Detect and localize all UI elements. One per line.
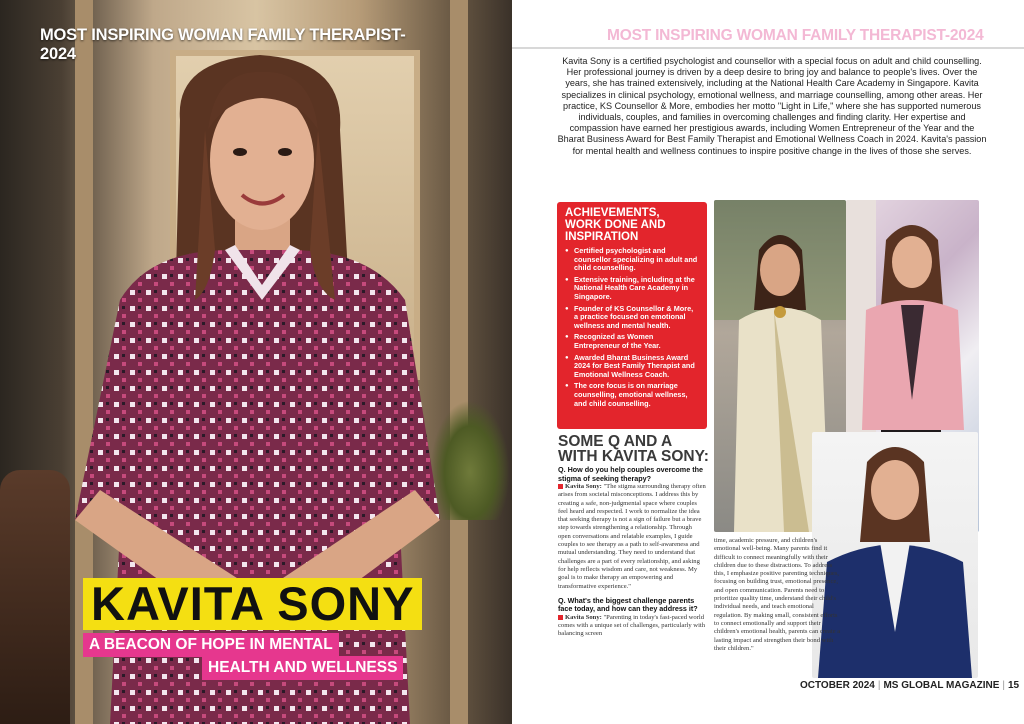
list-item: ● Recognized as Women Entrepreneur of the Year. [565,333,699,350]
divider [512,47,1024,49]
cover-name: KAVITA SONY [83,578,422,630]
answer-1 [558,483,706,591]
page-number: 15 [1008,680,1020,691]
qa-heading-line1: SOME Q AND A [558,433,673,450]
list-item: ● Awarded Bharat Business Award 2024 for Best Family Therapist and Emotional Wellness Coach. [565,354,699,380]
answer-2 [558,614,706,639]
list-item: ● The core focus is on marriage counselling, emotional wellness, and child counselling. [565,382,699,408]
achievements-box [557,202,707,429]
speaker-label: Kavita Sony: [565,613,602,621]
tagline-line2: HEALTH AND WELLNESS [202,656,403,680]
answer-1-text: "The stigma surrounding therapy often arises from societal misconceptions. I address this by creating a safe, non-judgmental space where couples feel heard and respected. I work to normalize the idea that seeking therapy is not a sign of failure but a brave step towards strengthening a relationship. Through open conversations and relatable examples, I guide couples to see therapy as a path to self-awareness and mutual understanding. They need to understand that challenges are a part of every relationship, and asking for help reflects wisdom and care, not weakness. My goal is to make therapy an empowering and transformative experience." [558,483,706,590]
answer-2-continued: time, academic pressure, and children's emotional well-being. Many parents find it difficult to connect meaningfully with their children due to these distractions. To address this, I emphasize positive parenting techniques, focusing on building trust, emotional presence, and open communication. Parents need to prioritize quality time, understand their child's individual needs, and teach emotional regulation. By making small, consistent efforts to connect emotionally and support their children's emotional health, parents can create a lasting impact and strengthen their bond with their children." [714,537,841,652]
qa-heading-line2: WITH KAVITA SONY: [558,448,709,465]
tagline-line1: A BEACON OF HOPE IN MENTAL [83,633,339,657]
right-banner: MOST INSPIRING WOMAN FAMILY THERAPIST-2024 [607,27,984,44]
intro-paragraph: Kavita Sony is a certified psychologist and counsellor with a special focus on adult and child counselling. Her professional journey is driven by a deep desire to bring joy and balance to people's lives. Over the years, she has trained extensively, including at the National Health Care Academy in Singapore. Kavita specializes in clinical psychology, emotional wellness, and marriage counselling, among other areas. Her practice, KS Counsellor & More, embodies her motto "Light in Life," where she has supported numerous individuals, couples, and families in overcoming challenges and finding clarity. Her expertise and compassion have earned her prestigious awards, including Women Entrepreneur of the Year and the Bharat Business Award for Best Family Therapist and Emotional Wellness Coach in 2024. Kavita's passion for mental health and wellness continues to inspire positive change in the lives of those she serves. [557,56,987,156]
footer-month: OCTOBER 2024 [800,680,875,691]
footer-magazine: MS GLOBAL MAGAZINE [883,680,1000,691]
page-footer: OCTOBER 2024 | MS GLOBAL MAGAZINE | 15 [800,680,1020,691]
list-item: ● Founder of KS Counsellor & More, a practice focused on emotional wellness and mental health. [565,305,699,331]
square-bullet-icon [558,484,563,489]
left-banner: MOST INSPIRING WOMAN FAMILY THERAPIST-2024 [40,26,406,63]
question-2: Q. What's the biggest challenge parents face today, and how can they address it? [558,595,698,614]
list-item: ● Certified psychologist and counsellor specializing in adult and child counselling. [565,247,699,273]
qa-column [558,466,706,639]
question-1: Q. How do you help couples overcome the stigma of seeking therapy? [558,465,703,483]
list-item: ● Extensive training, including at the National Health Care Academy in Singapore. [565,276,699,302]
square-bullet-icon [558,615,563,620]
speaker-label: Kavita Sony: [565,483,602,490]
achievements-heading: ACHIEVEMENTS, WORK DONE AND INSPIRATION [565,207,666,243]
achievements-list [565,247,699,408]
answer-2-text: "Parenting in today's fast-paced world comes with a unique set of challenges, particularly with balancing screen [558,613,706,638]
right-page [512,0,1024,724]
qa-heading [558,434,709,464]
